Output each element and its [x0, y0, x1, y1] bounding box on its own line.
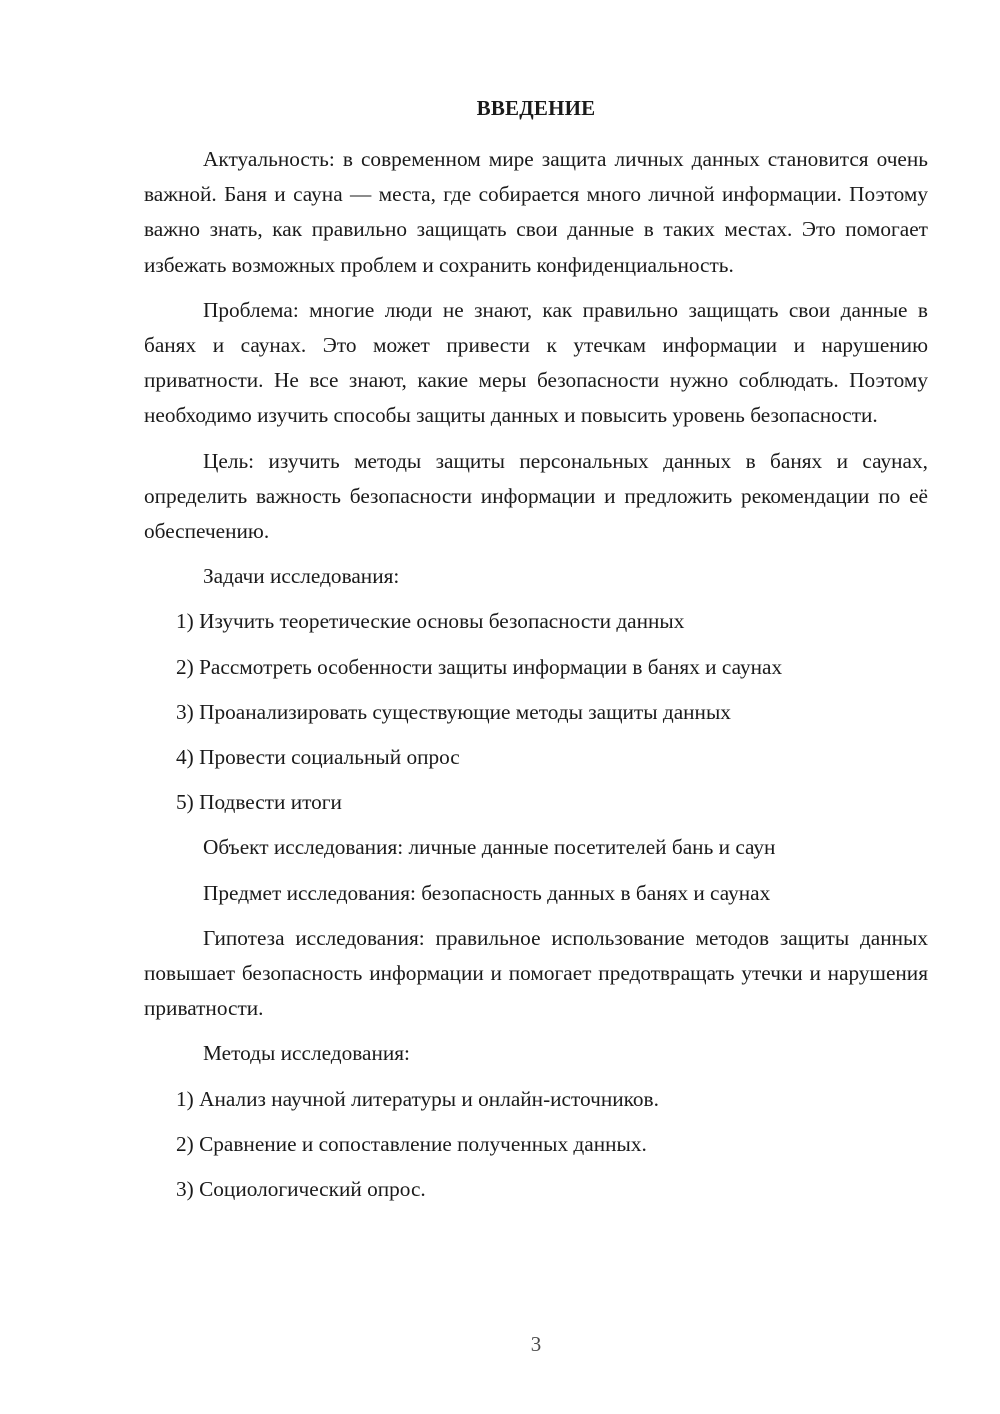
task-item: 4) Провести социальный опрос	[176, 745, 460, 770]
task-item: 3) Проанализировать существующие методы защиты данных	[176, 699, 731, 724]
page-number: 3	[530, 1332, 542, 1356]
task-item: 5) Подвести итоги	[176, 790, 342, 815]
task-item: 2) Рассмотреть особенности защиты информации в банях и саунах	[176, 654, 783, 679]
method-item: 3) Социологический опрос.	[176, 1177, 426, 1202]
hypothesis-paragraph: Гипотеза исследования: правильное использование методов защиты данных повышает безопасность информации и помогает предотвращать утечки и нарушения приватности.	[144, 925, 928, 1021]
task-item: 1) Изучить теоретические основы безопасности данных	[176, 609, 685, 634]
subject-paragraph: Предмет исследования: безопасность данных в банях и саунах	[203, 880, 771, 905]
method-item: 2) Сравнение и сопоставление полученных данных.	[176, 1131, 647, 1156]
methods-heading: Методы исследования:	[203, 1041, 410, 1066]
problem-paragraph: Проблема: многие люди не знают, как правильно защищать свои данные в банях и саунах. Это может привести к утечкам информации и нарушению приватности. Не все знают, какие меры безопасности нужно соблюдать. Поэтому необходимо изучить способы защиты данных и повысить уровень безопасности.	[144, 297, 928, 428]
goal-paragraph: Цель: изучить методы защиты персональных данных в банях и саунах, определить важность безопасности информации и предложить рекомендации по её обеспечению.	[144, 448, 928, 544]
relevance-paragraph: Актуальность: в современном мире защита личных данных становится очень важной. Баня и сауна — места, где собирается много личной информации. Поэтому важно знать, как правильно защищать свои данные в таких местах. Это помогает избежать возможных проблем и сохранить конфиденциальность.	[144, 147, 928, 277]
section-title: ВВЕДЕНИЕ	[476, 96, 596, 120]
method-item: 1) Анализ научной литературы и онлайн-источников.	[176, 1086, 659, 1111]
tasks-heading: Задачи исследования:	[203, 564, 400, 589]
document-body	[144, 142, 928, 1217]
object-paragraph: Объект исследования: личные данные посетителей бань и саун	[203, 835, 776, 860]
